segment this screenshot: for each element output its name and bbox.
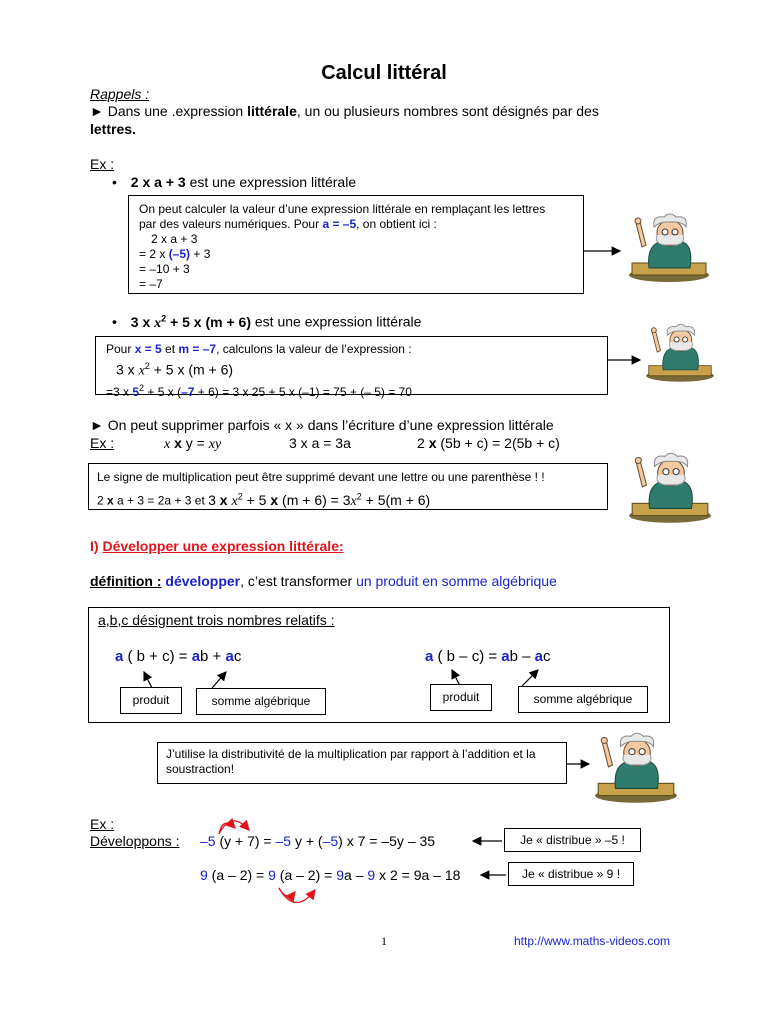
text: a: [534, 648, 544, 665]
formula-2: [425, 648, 551, 665]
text: 2 x a + 3: [151, 232, 198, 246]
value: 9: [200, 867, 208, 883]
text: y + (: [291, 833, 323, 849]
text: est une expression littérale: [185, 174, 357, 190]
variable: x: [350, 493, 357, 509]
text: a: [225, 648, 234, 665]
text: et: [161, 342, 179, 356]
variable: x: [154, 315, 162, 331]
text: Dans une .expression: [103, 103, 248, 119]
text: + 5 x (m + 6): [166, 313, 251, 330]
text: (5b + c) = 2(5b + c): [436, 435, 560, 451]
text: 2: [417, 435, 429, 451]
text: 3 x: [130, 313, 155, 330]
text: 3 x: [116, 361, 139, 378]
text: a + 3 = 2a + 3 et: [113, 493, 209, 508]
ex-label: Ex :: [90, 156, 115, 172]
text: =: [192, 435, 209, 451]
text: par des valeurs numériques. Pour: [139, 217, 323, 231]
text: est une expression littérale: [251, 313, 422, 330]
rappels-heading: Rappels :: [90, 86, 150, 102]
note-distribue: Je « distribue » –5 !: [504, 828, 641, 852]
text: a: [425, 648, 434, 665]
label-produit: produit: [120, 687, 182, 714]
value: 9: [367, 867, 376, 883]
text: + 5: [242, 491, 271, 508]
value: –5: [322, 833, 339, 849]
example-1: [164, 435, 221, 453]
text: ) x 7 = –5y – 35: [338, 833, 436, 849]
rappels-line2: lettres.: [90, 121, 136, 137]
text: a: [191, 648, 201, 665]
bullet: •: [112, 313, 117, 330]
text: un produit en somme algébrique: [356, 573, 557, 589]
arrow-icon: [584, 244, 624, 258]
text: a: [115, 648, 124, 665]
text: 2: [97, 493, 108, 508]
text: (y + 7) =: [215, 833, 276, 849]
list-item: [112, 174, 356, 190]
example-row-2: [200, 867, 460, 883]
example-2: 3 x a = 3a: [289, 435, 351, 451]
bullet: •: [112, 174, 117, 190]
text: , calculons la valeur de l’expression :: [216, 342, 412, 356]
text: [139, 247, 583, 262]
value: 9: [268, 867, 276, 883]
value: (–5): [168, 247, 191, 261]
text: [106, 341, 607, 358]
arrow-left-icon: [478, 868, 508, 882]
list-item: [112, 313, 421, 332]
note-box: J’utilise la distributivité de la multiplication par rapport à l’addition et la soustraction!: [157, 742, 567, 784]
text: + 5(m + 6): [361, 491, 431, 508]
example-3: [417, 435, 560, 451]
text: x: [107, 493, 114, 508]
suppr-line: [90, 417, 554, 433]
exponent: 2: [237, 491, 243, 501]
value: –5: [200, 833, 216, 849]
formula-1: [115, 648, 241, 665]
text: I): [90, 538, 103, 554]
variable: x: [138, 363, 145, 379]
ex-label: Ex :: [90, 816, 115, 832]
text: , on obtient ici :: [356, 217, 437, 231]
value: –7: [181, 384, 195, 399]
definition: [90, 573, 557, 589]
text: a –: [344, 867, 368, 883]
text: ( b – c) =: [433, 648, 502, 665]
value: x = 5: [134, 342, 162, 356]
box-header: a,b,c désignent trois nombres relatifs :: [98, 612, 335, 628]
exponent: 2: [161, 313, 167, 323]
text: = 2 x: [139, 247, 169, 261]
text-bold: littérale: [247, 103, 297, 119]
text: ( b + c) =: [123, 648, 192, 665]
exponent: 2: [139, 382, 145, 393]
professor-icon: [642, 322, 718, 384]
label-somme: somme algébrique: [196, 688, 326, 715]
text: définition :: [90, 573, 162, 589]
text: x: [170, 435, 186, 451]
value: 5: [132, 384, 140, 399]
text: + 5 x (: [144, 384, 182, 399]
expression: 2 x a + 3: [130, 174, 186, 190]
value: a = –5: [322, 217, 357, 231]
exponent: 2: [356, 491, 362, 501]
text: b –: [509, 648, 535, 665]
text: , un ou plusieurs nombres sont désignés par des: [296, 103, 599, 119]
variable: x: [164, 437, 171, 452]
example-row-1: [200, 833, 435, 849]
text: Développer une expression littérale:: [102, 538, 344, 554]
text: 3: [208, 491, 220, 508]
value: –5: [275, 833, 292, 849]
expression: [131, 314, 251, 330]
text: [97, 487, 607, 511]
value: 9: [336, 867, 345, 883]
text: = –10 + 3: [139, 262, 190, 276]
arrow-icon: [608, 353, 644, 367]
text: + 3: [190, 247, 211, 261]
text: c: [233, 648, 242, 665]
text: [106, 358, 607, 380]
text: On peut supprimer parfois « x » dans l’écriture d’une expression littérale: [103, 417, 554, 433]
note-distribue: Je « distribue » 9 !: [508, 862, 634, 886]
professor-icon: [590, 732, 682, 804]
value: m = –7: [178, 342, 217, 356]
ex-label: Ex :: [90, 435, 115, 451]
page-title: Calcul littéral: [321, 62, 447, 84]
text: (a – 2) =: [207, 867, 269, 883]
text: [139, 217, 583, 232]
text: = –7: [139, 277, 163, 291]
dev-label: Développons :: [90, 833, 180, 849]
distribute-arrows: [275, 884, 335, 910]
text: a: [501, 648, 510, 665]
calc-box-2: [95, 336, 608, 399]
text: x: [428, 435, 437, 451]
text: [106, 380, 607, 401]
section-heading: [90, 538, 344, 554]
text: x: [219, 491, 228, 508]
text: Le signe de multiplication peut être supprimé devant une lettre ou une parenthèse ! !: [97, 470, 545, 484]
professor-icon: [624, 452, 716, 524]
exponent: 2: [144, 361, 150, 371]
rappels-line1: [90, 103, 599, 119]
text: c: [543, 648, 551, 665]
text: développer: [161, 573, 241, 589]
text: + 5 x (m + 6): [149, 361, 234, 378]
label-produit: produit: [430, 684, 492, 711]
variable: xy: [208, 437, 222, 452]
text: x: [270, 491, 279, 508]
text: , c’est transformer: [240, 573, 357, 589]
bullet-arrow: ►: [90, 417, 104, 433]
text: =3 x: [106, 384, 133, 399]
page-number: 1: [381, 934, 387, 948]
text: b +: [200, 648, 226, 665]
variable: y: [185, 435, 193, 451]
text: + 6) = 3 x 25 + 5 x (–1) = 75 + (– 5) = 70: [194, 384, 412, 399]
calc-box-1: [128, 195, 584, 294]
text: [208, 492, 430, 508]
rule-box: [88, 463, 608, 510]
text: x 2 = 9a – 18: [375, 867, 461, 883]
arrow-left-icon: [470, 834, 504, 848]
text: On peut calculer la valeur d’une expression littérale en remplaçant les lettres: [139, 202, 546, 216]
text: (m + 6) = 3: [278, 491, 351, 508]
professor-icon: [624, 213, 714, 283]
bullet-arrow: ►: [90, 103, 104, 119]
text: Pour: [106, 342, 135, 356]
label-somme: somme algébrique: [518, 686, 648, 713]
variable: x: [231, 493, 238, 509]
footer-link[interactable]: http://www.maths-videos.com: [514, 934, 671, 948]
text: (a – 2) =: [275, 867, 337, 883]
